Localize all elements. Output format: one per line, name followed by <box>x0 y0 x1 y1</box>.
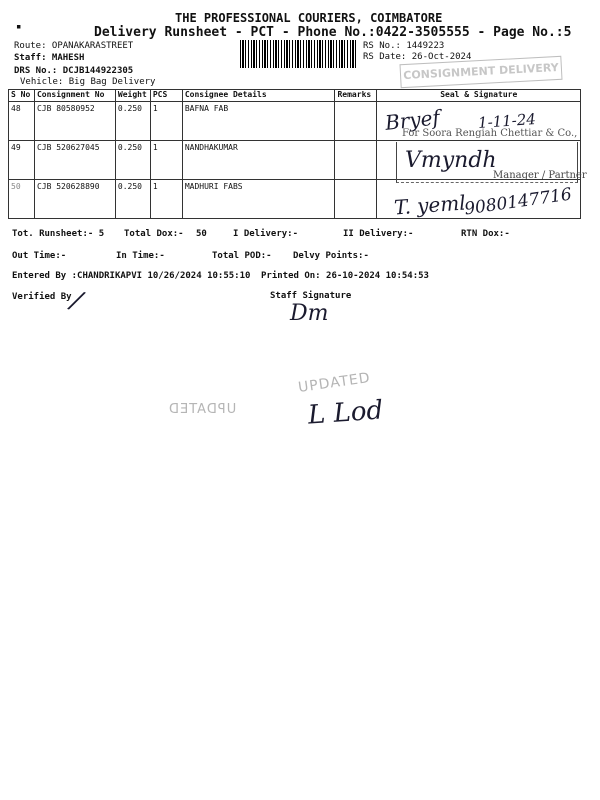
drs-number: DRS No.: DCJB144922305 <box>14 66 134 76</box>
rtn-dox: RTN Dox:- <box>461 229 510 239</box>
i-delivery: I Delivery:- <box>233 229 299 239</box>
row1-seal: For Soora Rengiah Chettiar & Co., <box>402 128 578 139</box>
col-sno: S No <box>9 90 35 102</box>
cell-consignment: CJB 520628890 <box>34 180 115 219</box>
col-weight: Weight <box>115 90 150 102</box>
cell-sno: 49 <box>9 141 35 180</box>
cell-pcs: 1 <box>150 141 182 180</box>
cell-consignee: NANDHAKUMAR <box>182 141 335 180</box>
row1-date: 1-11-24 <box>477 110 537 132</box>
cell-consignment: CJB 80580952 <box>34 102 115 141</box>
verified-signature: / <box>67 285 86 317</box>
cell-remarks <box>335 141 377 180</box>
entered-by: Entered By :CHANDRIKAPVI 10/26/2024 10:55:10 <box>12 271 251 281</box>
row1-signature: Bryef <box>383 105 441 135</box>
ii-delivery: II Delivery:- <box>343 229 414 239</box>
row3-phone: 9080147716 <box>463 184 574 220</box>
barcode <box>240 40 358 68</box>
row2-seal: Manager / Partner <box>493 170 587 181</box>
cell-pcs: 1 <box>150 180 182 219</box>
cell-weight: 0.250 <box>115 141 150 180</box>
table-header-row <box>9 90 581 102</box>
col-pcs: PCS <box>150 90 182 102</box>
vehicle-label: Vehicle: Big Bag Delivery <box>20 77 156 87</box>
staff-label: Staff: MAHESH <box>14 53 85 63</box>
cell-pcs: 1 <box>150 102 182 141</box>
cell-sno: 48 <box>9 102 35 141</box>
delvy-points: Delvy Points:- <box>293 251 369 261</box>
bottom-signature: L Lod <box>307 395 385 431</box>
row2-signature: Vmyndh <box>405 148 497 173</box>
top-marker: ▪ <box>16 22 22 32</box>
total-pod: Total POD:- <box>212 251 272 261</box>
cell-consignee: BAFNA FAB <box>182 102 335 141</box>
cell-consignment: CJB 520627045 <box>34 141 115 180</box>
staff-signature: Dm <box>290 301 329 326</box>
cell-weight: 0.250 <box>115 102 150 141</box>
total-dox-value: 50 <box>196 229 207 239</box>
runsheet-title: Delivery Runsheet - PCT - Phone No.:0422-3505555 - Page No.:5 <box>94 25 572 40</box>
out-time: Out Time:- <box>12 251 67 261</box>
verified-by: Verified By <box>12 292 72 302</box>
cell-remarks <box>335 102 377 141</box>
col-seal-signature: Seal & Signature <box>377 90 581 102</box>
cell-consignee: MADHURI FABS <box>182 180 335 219</box>
col-consignee: Consignee Details <box>182 90 335 102</box>
delivery-stamp-text: CONSIGNMENT DELIVERY <box>402 60 559 83</box>
tot-runsheet: Tot. Runsheet:- 5 <box>12 229 105 239</box>
printed-on: Printed On: 26-10-2024 10:54:53 <box>261 271 429 281</box>
cell-weight: 0.250 <box>115 180 150 219</box>
cell-remarks <box>335 180 377 219</box>
rs-number: RS No.: 1449223 <box>363 41 445 51</box>
route-label: Route: OPANAKARASTREET <box>14 41 134 51</box>
company-name: THE PROFESSIONAL COURIERS, COIMBATORE <box>175 11 443 25</box>
row3-signature: T. yeml <box>393 190 467 220</box>
cell-sno: 50 <box>9 180 35 219</box>
staff-signature-label: Staff Signature <box>270 291 352 301</box>
col-consignment: Consignment No <box>34 90 115 102</box>
updated-stamp: UPDATED <box>297 370 372 396</box>
rs-date: RS Date: 26-Oct-2024 <box>363 52 472 62</box>
col-remarks: Remarks <box>335 90 377 102</box>
in-time: In Time:- <box>116 251 165 261</box>
total-dox-label: Total Dox:- <box>124 229 184 239</box>
updated-stamp-mirrored: UPDATED <box>168 402 237 417</box>
